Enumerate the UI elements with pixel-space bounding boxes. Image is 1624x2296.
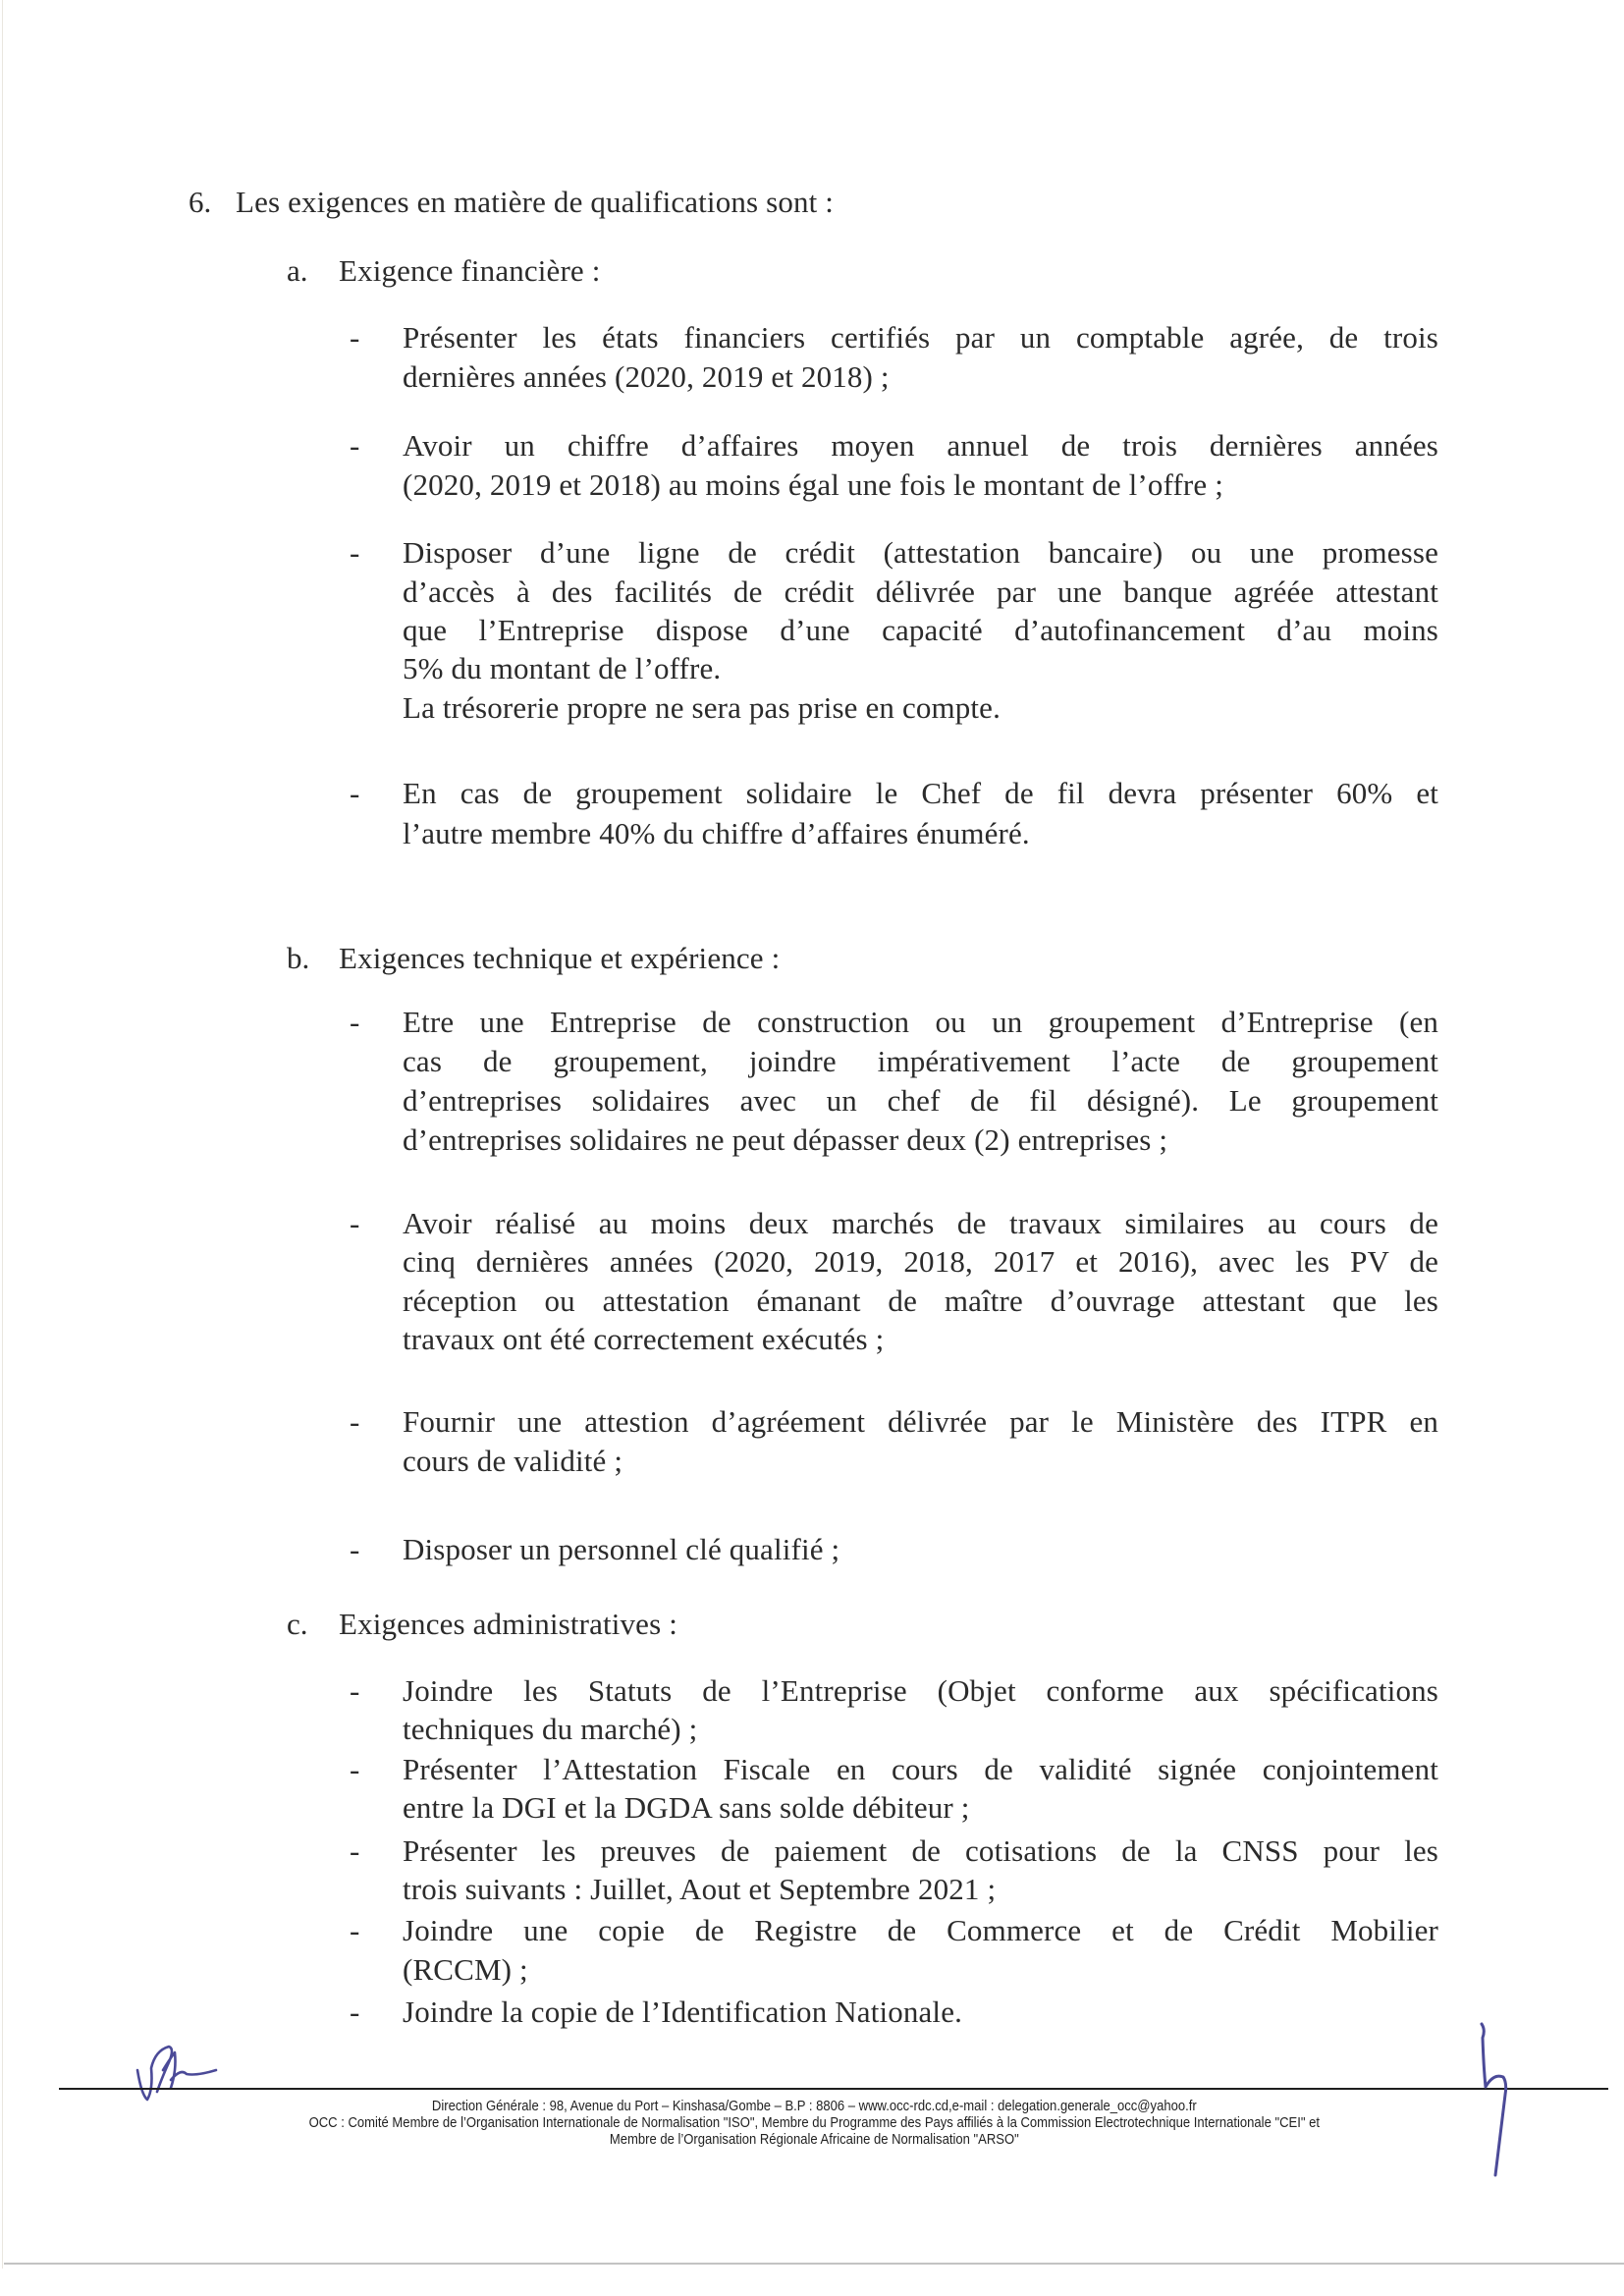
list-item-line: Fournir une attestion d’agréement délivrée par le Ministère des ITPR en <box>403 1404 1438 1439</box>
subsection-c-title: Exigences administratives : <box>339 1607 677 1641</box>
list-item-line: Avoir réalisé au moins deux marchés de travaux similaires au cours de <box>403 1206 1438 1240</box>
list-item-line: Disposer d’une ligne de crédit (attestation bancaire) ou une promesse <box>403 535 1438 570</box>
list-item-line: Avoir un chiffre d’affaires moyen annuel de trois dernières années <box>403 428 1438 463</box>
subsection-b-title: Exigences technique et expérience : <box>339 941 781 975</box>
list-item-line: Présenter l’Attestation Fiscale en cours de validité signée conjointement <box>403 1752 1438 1786</box>
bullet-dash: - <box>350 1833 360 1868</box>
bullet-dash: - <box>350 1404 360 1439</box>
bullet-dash: - <box>350 776 360 810</box>
list-item-line: La trésorerie propre ne sera pas prise en compte. <box>403 690 1001 725</box>
list-item-line: Joindre les Statuts de l’Entreprise (Objet conforme aux spécifications <box>403 1673 1438 1708</box>
list-item-line: l’autre membre 40% du chiffre d’affaires énuméré. <box>403 816 1030 850</box>
list-item-line: trois suivants : Juillet, Aout et Septembre 2021 ; <box>403 1872 997 1906</box>
footer-divider <box>59 2088 1608 2090</box>
list-item-line: Présenter les preuves de paiement de cotisations de la CNSS pour les <box>403 1833 1438 1868</box>
list-item-line: cas de groupement, joindre impérativement l’acte de groupement <box>403 1044 1438 1078</box>
bullet-dash: - <box>350 428 360 463</box>
subsection-a-title: Exigence financière : <box>339 253 601 288</box>
list-item-line: d’accès à des facilités de crédit délivrée par une banque agréée attestant <box>403 574 1438 609</box>
list-item-line: entre la DGI et la DGDA sans solde débiteur ; <box>403 1790 970 1825</box>
list-item-line: d’entreprises solidaires avec un chef de fil désigné). Le groupement <box>403 1083 1438 1118</box>
list-item-line: travaux ont été correctement exécutés ; <box>403 1322 885 1356</box>
bullet-dash: - <box>350 1005 360 1039</box>
bullet-dash: - <box>350 1995 360 2029</box>
list-item-line: En cas de groupement solidaire le Chef de fil devra présenter 60% et <box>403 776 1438 810</box>
list-item-line: Joindre une copie de Registre de Commerce et de Crédit Mobilier <box>403 1913 1438 1947</box>
list-item-line: Etre une Entreprise de construction ou un groupement d’Entreprise (en <box>403 1005 1438 1039</box>
bullet-dash: - <box>350 1532 360 1566</box>
bullet-dash: - <box>350 535 360 570</box>
list-item-line: Disposer un personnel clé qualifié ; <box>403 1532 840 1566</box>
list-item-line: Présenter les états financiers certifiés par un comptable agrée, de trois <box>403 320 1438 355</box>
list-item-line: Joindre la copie de l’Identification Nationale. <box>403 1995 962 2029</box>
bullet-dash: - <box>350 1752 360 1786</box>
list-item-line: techniques du marché) ; <box>403 1712 698 1746</box>
list-item-line: que l’Entreprise dispose d’une capacité d’autofinancement d’au moins <box>403 613 1438 647</box>
bullet-dash: - <box>350 320 360 355</box>
list-item-line: réception ou attestation émanant de maître d’ouvrage attestant que les <box>403 1284 1438 1318</box>
bullet-dash: - <box>350 1206 360 1240</box>
footer-membership: OCC : Comité Membre de l’Organisation Internationale de Normalisation "ISO", Membre du Programme des Pays affiliés à la Commission Electrotechnique Internationale "CEI" et <box>308 2115 1321 2131</box>
subsection-a-letter: a. <box>287 253 308 288</box>
list-item-line: (RCCM) ; <box>403 1952 528 1987</box>
list-item-line: d’entreprises solidaires ne peut dépasser deux (2) entreprises ; <box>403 1122 1168 1157</box>
list-item-line: cours de validité ; <box>403 1444 623 1478</box>
list-item-line: (2020, 2019 et 2018) au moins égal une fois le montant de l’offre ; <box>403 467 1223 502</box>
footer-address: Direction Générale : 98, Avenue du Port – Kinshasa/Gombe – B.P : 8806 – www.occ-rdc.cd,e-mail : delegation.generale_occ@yahoo.fr <box>431 2099 1197 2114</box>
subsection-c-letter: c. <box>287 1607 308 1641</box>
section-title: Les exigences en matière de qualifications sont : <box>236 185 835 219</box>
list-item-line: dernières années (2020, 2019 et 2018) ; <box>403 359 890 394</box>
footer-membership-cont: Membre de l’Organisation Régionale Africaine de Normalisation "ARSO" <box>609 2132 1019 2148</box>
list-item-line: 5% du montant de l’offre. <box>403 651 722 685</box>
bullet-dash: - <box>350 1913 360 1947</box>
page-edge-bottom <box>4 2263 1624 2265</box>
subsection-b-letter: b. <box>287 941 310 975</box>
bullet-dash: - <box>350 1673 360 1708</box>
section-number: 6. <box>189 185 212 219</box>
page-edge-left <box>2 0 3 2269</box>
list-item-line: cinq dernières années (2020, 2019, 2018, 2017 et 2016), avec les PV de <box>403 1244 1438 1279</box>
